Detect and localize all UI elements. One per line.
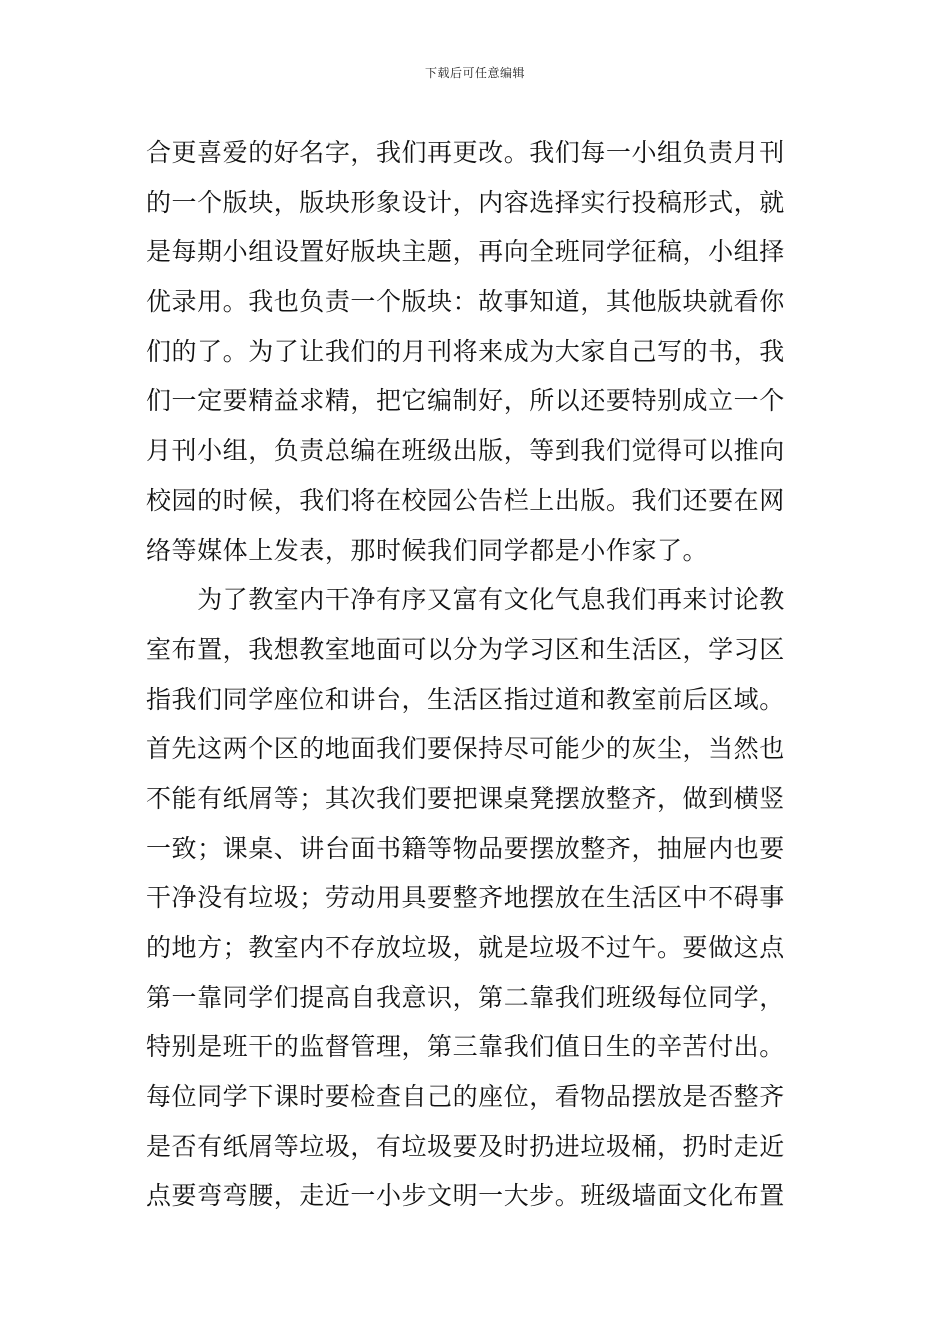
text-line: 优录用。我也负责一个版块：故事知道，其他版块就看你 — [146, 287, 785, 317]
page-header: 下载后可任意编辑 — [424, 66, 525, 80]
text-line: 室布置，我想教室地面可以分为学习区和生活区，学习区 — [146, 634, 785, 664]
text-line: 的地方；教室内不存放垃圾，就是垃圾不过午。要做这点 — [146, 933, 785, 962]
text-line: 的一个版块，版块形象设计，内容选择实行投稿形式，就 — [146, 187, 785, 217]
text-line: 们一定要精益求精，把它编制好，所以还要特别成立一个 — [146, 386, 785, 416]
text-line: 特别是班干的监督管理，第三靠我们值日生的辛苦付出。 — [146, 1032, 785, 1062]
text-line: 们的了。为了让我们的月刊将来成为大家自己写的书，我 — [146, 336, 785, 366]
text-line: 干净没有垃圾；劳动用具要整齐地摆放在生活区中不碍事 — [146, 883, 785, 913]
text-line: 点要弯弯腰，走近一小步文明一大步。班级墙面文化布置 — [146, 1181, 785, 1211]
text-line: 第一靠同学们提高自我意识，第二靠我们班级每位同学， — [146, 982, 785, 1012]
text-line: 合更喜爱的好名字，我们再更改。我们每一小组负责月刊 — [146, 138, 785, 167]
text-line: 是否有纸屑等垃圾，有垃圾要及时扔进垃圾桶，扔时走近 — [146, 1131, 785, 1161]
text-line: 每位同学下课时要检查自己的座位，看物品摆放是否整齐 — [146, 1082, 785, 1112]
text-line: 是每期小组设置好版块主题，再向全班同学征稿，小组择 — [146, 237, 785, 267]
text-line: 一致；课桌、讲台面书籍等物品要摆放整齐，抽屉内也要 — [146, 833, 785, 863]
body-text — [146, 128, 808, 1221]
text-line: 首先这两个区的地面我们要保持尽可能少的灰尘，当然也 — [146, 734, 785, 764]
paragraph-start-line: 为了教室内干净有序又富有文化气息我们再来讨论教 — [146, 585, 785, 615]
text-line: 校园的时候，我们将在校园公告栏上出版。我们还要在网 — [146, 485, 785, 515]
text-line: 不能有纸屑等；其次我们要把课桌凳摆放整齐，做到横竖 — [146, 783, 785, 813]
text-line: 月刊小组，负责总编在班级出版，等到我们觉得可以推向 — [146, 436, 785, 466]
text-line: 络等媒体上发表，那时候我们同学都是小作家了。 — [146, 535, 709, 565]
text-line: 指我们同学座位和讲台，生活区指过道和教室前后区域。 — [146, 684, 785, 714]
